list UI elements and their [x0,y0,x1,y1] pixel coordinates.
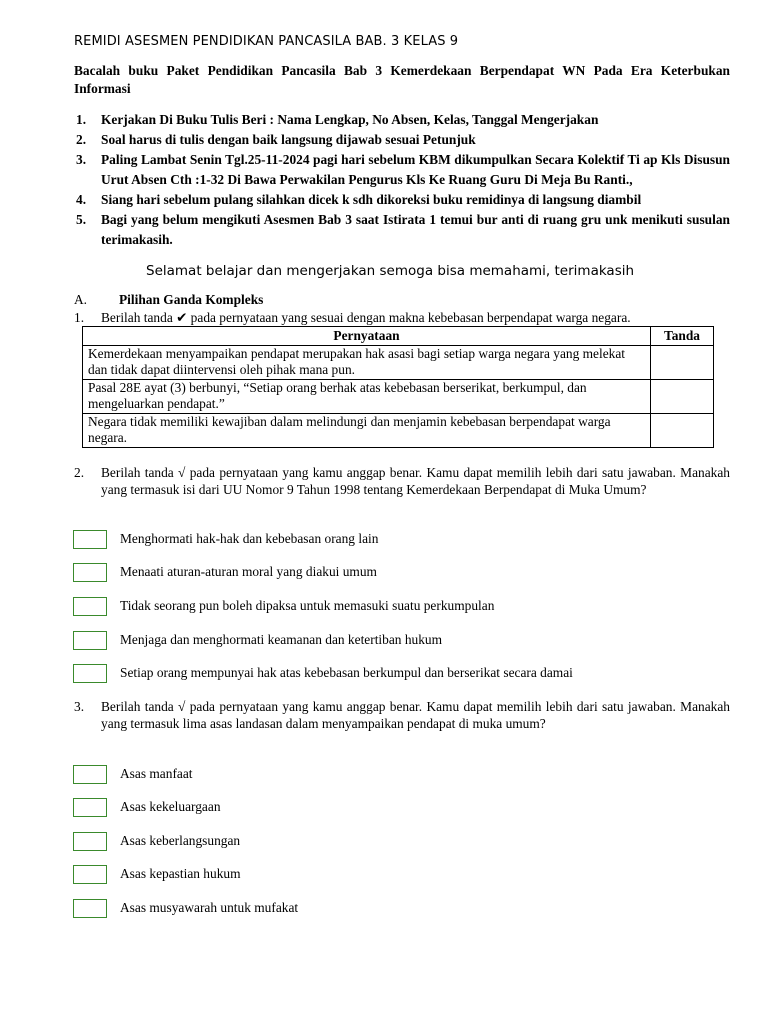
answer-checkbox[interactable] [73,865,107,884]
section-heading [74,292,263,308]
question-text: Berilah tanda √ pada pernyataan yang kamu anggap benar. Kamu dapat memilih lebih dari satu jawaban. Manakah yang termasuk lima asas landasan dalam menyampaikan pendapat di muka umum? [101,699,730,731]
instruction-text: Soal harus di tulis dengan baik langsung dijawab sesuai Petunjuk [101,132,476,147]
intro-paragraph: Bacalah buku Paket Pendidikan Pancasila Bab 3 Kemerdekaan Berpendapat WN Pada Era Keterbukan Informasi [74,63,730,96]
answer-checkbox[interactable] [73,798,107,817]
question-number: 2. [74,465,85,480]
instruction-text: Bagi yang belum mengikuti Asesmen Bab 3 saat Istirata 1 temui bur anti di ruang gru unk menikuti susulan terimakasih. [101,212,730,247]
answer-checkbox[interactable] [73,563,107,582]
mark-cell[interactable] [651,379,714,413]
mark-cell[interactable] [651,345,714,379]
answer-checkbox[interactable] [73,530,107,549]
statement-cell: Pasal 28E ayat (3) berbunyi, “Setiap orang berhak atas kebebasan berserikat, berkumpul, dan mengeluarkan pendapat.” [83,379,651,413]
column-header-statement: Pernyataan [83,327,651,346]
question-text: Berilah tanda ✔ pada pernyataan yang sesuai dengan makna kebebasan berpendapat warga negara. [101,310,631,325]
option-label: Asas manfaat [120,766,193,781]
option-label: Menaati aturan-aturan moral yang diakui umum [120,564,377,579]
option-label: Tidak seorang pun boleh dipaksa untuk memasuki suatu perkumpulan [120,598,495,613]
table-header-row [83,327,714,346]
instruction-text: Kerjakan Di Buku Tulis Beri : Nama Lengkap, No Absen, Kelas, Tanggal Mengerjakan [101,112,599,127]
question-1 [74,309,730,326]
instruction-item [74,110,730,130]
table-row [83,413,714,447]
column-header-mark: Tanda [651,327,714,346]
instruction-number: 4. [76,192,87,207]
instruction-number: 3. [76,152,87,167]
section-title: Pilihan Ganda Kompleks [119,292,264,307]
statement-table [82,326,714,448]
option-label: Asas kekeluargaan [120,799,221,814]
question-2 [74,464,730,498]
statement-cell: Negara tidak memiliki kewajiban dalam melindungi dan menjamin kebebasan berpendapat warga negara. [83,413,651,447]
answer-checkbox[interactable] [73,899,107,918]
question-text: Berilah tanda √ pada pernyataan yang kamu anggap benar. Kamu dapat memilih lebih dari satu jawaban. Manakah yang termasuk isi dari UU Nomor 9 Tahun 1998 tentang Kemerdekaan Berpendapat di Muka Umum? [101,465,730,497]
instruction-item [74,190,730,210]
question-3 [74,698,730,732]
instruction-text: Siang hari sebelum pulang silahkan dicek k sdh dikoreksi buku remidinya di langsung diambil [101,192,642,207]
instruction-number: 5. [76,212,87,227]
section-label: A. [74,292,88,307]
option-label: Asas musyawarah untuk mufakat [120,900,299,915]
option-label: Setiap orang mempunyai hak atas kebebasan berkumpul dan berserikat secara damai [120,665,573,680]
question-number: 1. [74,310,85,325]
table-row [83,345,714,379]
instruction-item [74,210,730,250]
option-label: Menghormati hak-hak dan kebebasan orang lain [120,531,379,546]
option-label: Asas keberlangsungan [120,833,241,848]
answer-checkbox[interactable] [73,597,107,616]
greeting-text: Selamat belajar dan mengerjakan semoga bisa memahami, terimakasih [146,263,635,279]
instruction-item [74,150,730,190]
instruction-list [74,110,730,250]
instruction-text: Paling Lambat Senin Tgl.25-11-2024 pagi hari sebelum KBM dikumpulkan Secara Kolektif Ti ap Kls Disusun Urut Absen Cth :1-32 Di Bawa Perwakilan Pengurus Kls Ke Ruang Guru Di Meja Bu Ranti., [101,152,730,187]
answer-checkbox[interactable] [73,664,107,683]
statement-cell: Kemerdekaan menyampaikan pendapat merupakan hak asasi bagi setiap warga negara yang melekat dan tidak dapat diintervensi oleh pihak mana pun. [83,345,651,379]
instruction-number: 2. [76,132,87,147]
document-title: REMIDI ASESMEN PENDIDIKAN PANCASILA BAB. 3 KELAS 9 [74,34,459,49]
instruction-item [74,130,730,150]
table-row [83,379,714,413]
option-label: Asas kepastian hukum [120,866,241,881]
answer-checkbox[interactable] [73,631,107,650]
question-number: 3. [74,699,85,714]
instruction-number: 1. [76,112,87,127]
mark-cell[interactable] [651,413,714,447]
option-label: Menjaga dan menghormati keamanan dan ketertiban hukum [120,632,443,647]
answer-checkbox[interactable] [73,832,107,851]
answer-checkbox[interactable] [73,765,107,784]
